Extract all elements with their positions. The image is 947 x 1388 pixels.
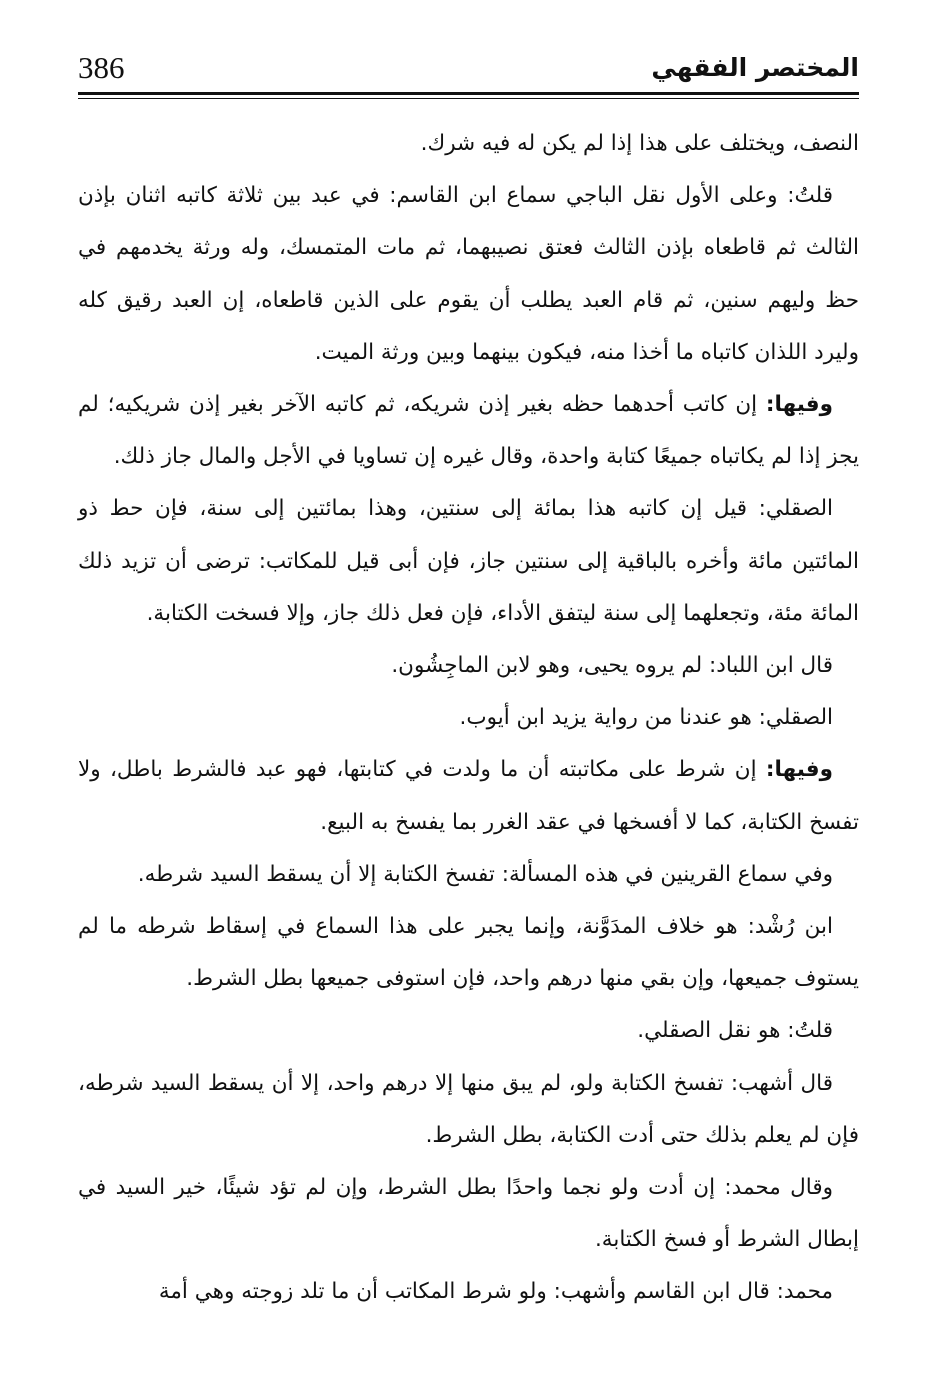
paragraph-lead: وفيها: (765, 392, 833, 418)
paragraph: النصف، ويختلف على هذا إذا لم يكن له فيه شرك. (420, 131, 859, 156)
paragraph: وفي سماع القرينين في هذه المسألة: تفسخ الكتابة إلا أن يسقط السيد شرطه. (137, 861, 833, 887)
paragraph: الصقلي: قيل إن كاتبه هذا بمائة إلى سنتين، وهذا بمائتين إلى سنة، فإن حط ذو المائتين مائة وأخره بالباقية إلى سنتين جاز، فإن أبى قيل للمكاتب: ترضى أن تزيد ذلك المائة مئة، وتجعلهما إلى سنة ليتفق الأداء، فإن فعل ذلك جاز، وإلا فسخت الكتابة. (78, 496, 859, 626)
paragraph: وفيها: إن كاتب أحدهما حظه بغير إذن شريكه، ثم كاتبه الآخر بغير إذن شريكيه؛ لم يجز إذا لم يكاتباه جميعًا كتابة واحدة، وقال غيره إن تساويا في الأجل والمال جاز ذلك. (78, 392, 859, 470)
page-header (78, 48, 859, 92)
paragraph-lead: وفيها: (765, 757, 833, 783)
header-rule-thin (78, 98, 859, 99)
paragraph: وفيها: إن شرط على مكاتبته أن ما ولدت في كتابتها، فهو عبد فالشرط باطل، ولا تفسخ الكتابة، كما لا أفسخها في عقد الغرر بما يفسخ به البيع. (78, 757, 859, 835)
header-rule-thick (78, 92, 859, 95)
paragraph: ابن رُشْد: هو خلاف المدَوَّنة، وإنما يجبر على هذا السماع في إسقاط شرطه ما لم يستوف جميعها، وإن بقي منها درهم واحد، فإن استوفى جميعها بطل الشرط. (78, 914, 859, 992)
running-title: المختصر الفقهي (651, 53, 859, 82)
paragraph: قال ابن اللباد: لم يروه يحيى، وهو لابن الماجِشُون. (391, 653, 833, 679)
page-number: 386 (78, 50, 125, 85)
paragraph: محمد: قال ابن القاسم وأشهب: ولو شرط المكاتب أن ما تلد زوجته وهي أمة (158, 1279, 833, 1305)
paragraph: قلتُ: هو نقل الصقلي. (637, 1018, 833, 1044)
body-text (78, 118, 859, 1319)
paragraph: وقال محمد: إن أدت ولو نجما واحدًا بطل الشرط، وإن لم تؤد شيئًا، خير السيد في إبطال الشرط أو فسخ الكتابة. (78, 1175, 859, 1253)
paragraph: الصقلي: هو عندنا من رواية يزيد ابن أيوب. (459, 705, 833, 731)
paragraph: قال أشهب: تفسخ الكتابة ولو، لم يبق منها إلا درهم واحد، إلا أن يسقط السيد شرطه، فإن لم يعلم بذلك حتى أدت الكتابة، بطل الشرط. (78, 1070, 859, 1148)
paragraph: قلتُ: وعلى الأول نقل الباجي سماع ابن القاسم: في عبد بين ثلاثة كاتبه اثنان بإذن الثالث ثم قاطعاه بإذن الثالث فعتق نصيبهما، ثم مات المتمسك، وله ورثة يخدمهم في حظ وليهم سنين، ثم قام العبد يطلب أن يقوم على الذين قاطعاه، إن العبد رقيق كله وليرد اللذان كاتباه ما أخذا منه، فيكون بينهما وبين ورثة الميت. (78, 183, 859, 365)
